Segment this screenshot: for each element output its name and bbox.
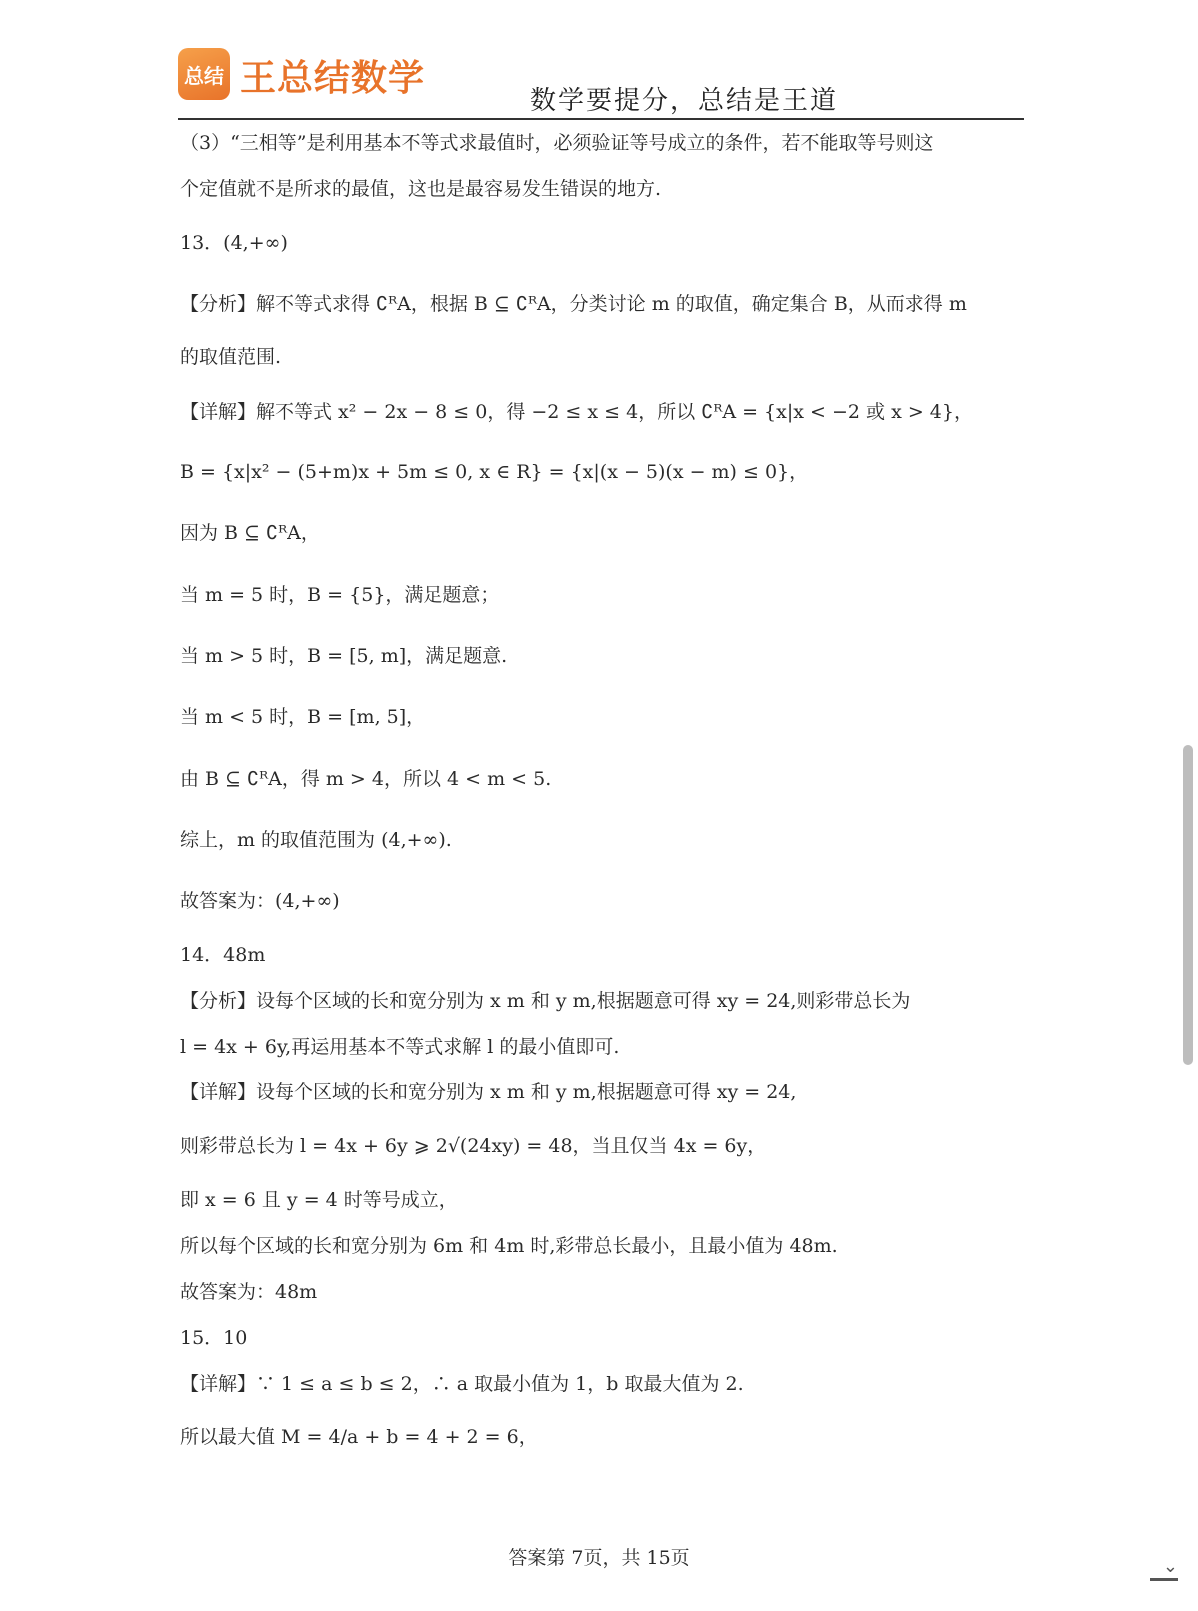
text-line: 【分析】解不等式求得 ∁ᴿA，根据 B ⊆ ∁ᴿA，分类讨论 m 的取值，确定集合 B，从而求得 m: [180, 293, 967, 315]
text-line: 【分析】设每个区域的长和宽分别为 x m 和 y m,根据题意可得 xy = 24,则彩带总长为: [180, 990, 911, 1012]
header-rule: [178, 118, 1024, 120]
text-line: l = 4x + 6y,再运用基本不等式求解 l 的最小值即可.: [180, 1036, 620, 1058]
text-line: 当 m = 5 时，B = {5}，满足题意；: [180, 584, 500, 606]
text-line: 【详解】∵ 1 ≤ a ≤ b ≤ 2，∴ a 取最小值为 1，b 取最大值为 2.: [180, 1373, 744, 1395]
text-line: 综上，m 的取值范围为 (4,+∞).: [180, 829, 452, 851]
expand-icon[interactable]: ⌄: [1150, 1560, 1178, 1581]
header-logo: 总结: [178, 48, 230, 100]
text-line: 故答案为：(4,+∞): [180, 890, 340, 912]
text-line: 个定值就不是所求的最值，这也是最容易发生错误的地方.: [180, 178, 662, 200]
text-line: 当 m > 5 时，B = [5, m]，满足题意.: [180, 645, 508, 667]
text-line: 14．48m: [180, 944, 266, 966]
text-line: 即 x = 6 且 y = 4 时等号成立，: [180, 1189, 458, 1211]
header-slogan: 数学要提分，总结是王道: [530, 86, 839, 116]
text-line: 因为 B ⊆ ∁ᴿA，: [180, 522, 320, 544]
page-footer: 答案第 7页，共 15页: [508, 1547, 690, 1569]
scrollbar-thumb[interactable]: [1183, 745, 1193, 1065]
header-brand: 王总结数学: [240, 58, 426, 99]
text-line: 所以每个区域的长和宽分别为 6m 和 4m 时,彩带总长最小，且最小值为 48m.: [180, 1235, 838, 1257]
text-line: 由 B ⊆ ∁ᴿA，得 m > 4，所以 4 < m < 5.: [180, 768, 552, 790]
text-line: 【详解】解不等式 x² − 2x − 8 ≤ 0，得 −2 ≤ x ≤ 4，所以 ∁ᴿA = {x|x < −2 或 x > 4}，: [180, 401, 973, 423]
text-line: （3）“三相等”是利用基本不等式求最值时，必须验证等号成立的条件，若不能取等号则这: [180, 132, 934, 154]
text-line: 15．10: [180, 1327, 248, 1349]
text-line: 则彩带总长为 l = 4x + 6y ⩾ 2√(24xy) = 48，当且仅当 4x = 6y，: [180, 1135, 767, 1157]
text-line: 故答案为：48m: [180, 1281, 318, 1303]
text-line: 当 m < 5 时，B = [m, 5]，: [180, 706, 426, 728]
text-line: 13．(4,+∞): [180, 232, 288, 254]
text-line: 所以最大值 M = 4/a + b = 4 + 2 = 6，: [180, 1426, 538, 1448]
text-line: 的取值范围.: [180, 346, 282, 368]
text-line: 【详解】设每个区域的长和宽分别为 x m 和 y m,根据题意可得 xy = 24,: [180, 1081, 797, 1103]
text-line: B = {x|x² − (5+m)x + 5m ≤ 0, x ∈ R} = {x|(x − 5)(x − m) ≤ 0}，: [180, 461, 809, 483]
